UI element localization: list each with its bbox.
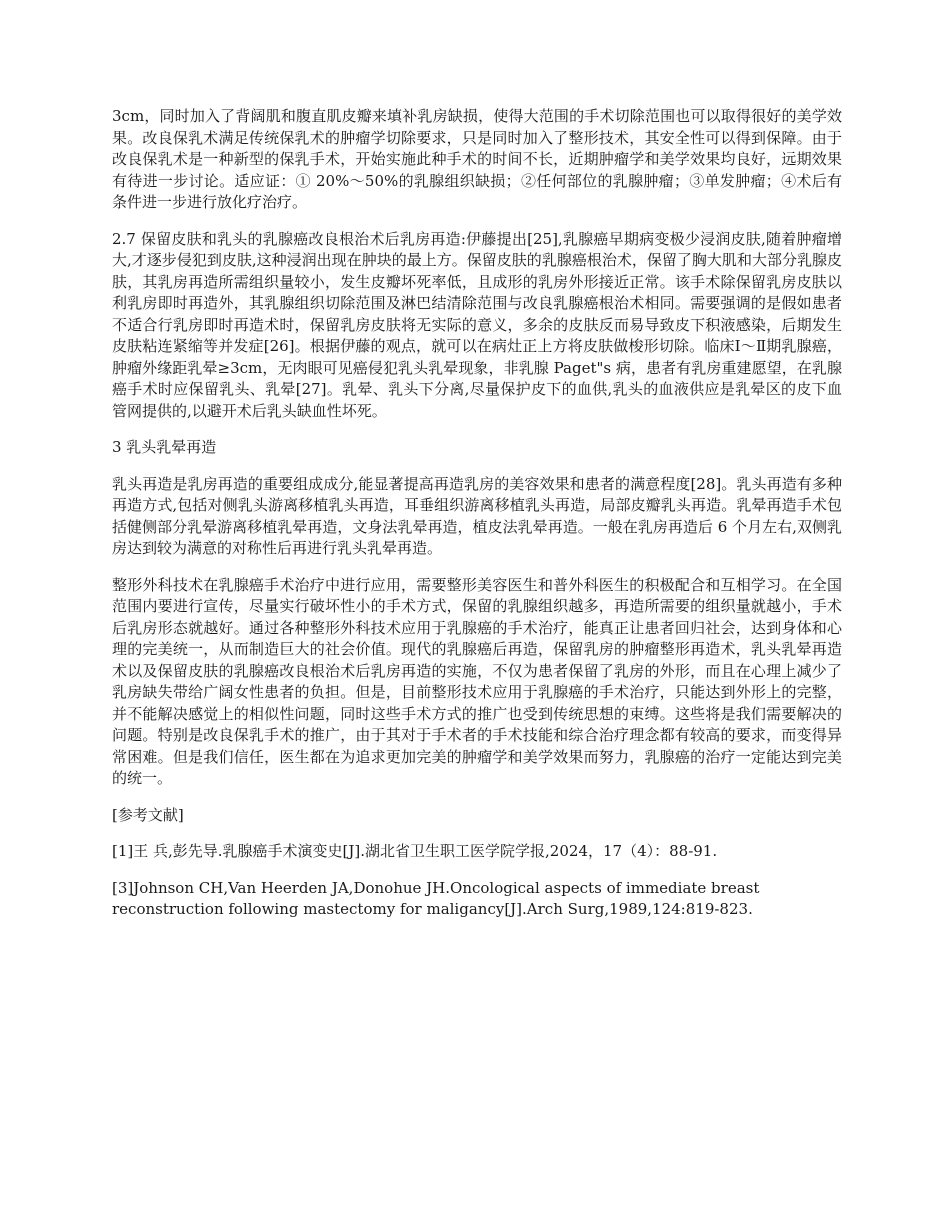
paragraph-nipple-reconstruction: 乳头再造是乳房再造的重要组成成分,能显著提高再造乳房的美容效果和患者的满意程度[28]。乳头再造有多种再造方式,包括对侧乳头游离移植乳头再造，耳垂组织游离移植乳头再造，局部皮瓣乳头再造。乳晕再造手术包括健侧部分乳晕游离移植乳晕再造，文身法乳晕再造，植皮法乳晕再造。一般在乳房再造后 6 个月左右,双侧乳房达到较为满意的对称性后再进行乳头乳晕再造。 <box>112 474 842 557</box>
paragraph-continuation: 3cm，同时加入了背阔肌和腹直肌皮瓣来填补乳房缺损，使得大范围的手术切除范围也可以取得很好的美学效果。改良保乳术满足传统保乳术的肿瘤学切除要求，只是同时加入了整形技术，其安全性可以得到保障。由于改良保乳术是一种新型的保乳手术，开始实施此种手术的时间不长，近期肿瘤学和美学效果均良好，远期效果有待进一步讨论。适应证：① 20%～50%的乳腺组织缺损；②任何部位的乳腺肿瘤；③单发肿瘤；④术后有条件进一步进行放化疗治疗。 <box>112 107 842 211</box>
section-heading-3: 3 乳头乳晕再造 <box>112 438 217 456</box>
reference-item-3: [3]Johnson CH,Van Heerden JA,Donohue JH.Oncological aspects of immediate breast reconstruction following mastectomy for maligancy[J].Arch Surg,1989,124:819-823. <box>112 878 760 918</box>
references-heading: [参考文献] <box>112 805 184 824</box>
paragraph-conclusion: 整形外科技术在乳腺癌手术治疗中进行应用，需要整形美容医生和普外科医生的积极配合和互相学习。在全国范围内要进行宣传，尽量实行破坏性小的手术方式，保留的乳腺组织越多，再造所需要的组织量就越小，手术后乳房形态就越好。通过各种整形外科技术应用于乳腺癌的手术治疗，能真正让患者回归社会，达到身体和心理的完美统一，从而制造巨大的社会价值。现代的乳腺癌后再造，保留乳房的肿瘤整形再造术，乳头乳晕再造术以及保留皮肤的乳腺癌改良根治术后乳房再造的实施，不仅为患者保留了乳房的外形，而且在心理上减少了乳房缺失带给广阔女性患者的负担。但是，目前整形技术应用于乳腺癌的手术治疗，只能达到外形上的完整，并不能解决感觉上的相似性问题，同时这些手术方式的推广也受到传统思想的束缚。这些将是我们需要解决的问题。特别是改良保乳手术的推广，由于其对于手术者的手术技能和综合治疗理念都有较高的要求，而变得异常困难。但是我们信任，医生都在为追求更加完美的肿瘤学和美学效果而努力，乳腺癌的治疗一定能达到完美的统一。 <box>112 575 842 787</box>
reference-item-1: [1]王 兵,彭先导.乳腺癌手术演变史[J].湖北省卫生职工医学院学报,2024，17（4）：88-91. <box>112 842 718 860</box>
paragraph-section-2-7: 2.7 保留皮肤和乳头的乳腺癌改良根治术后乳房再造:伊藤提出[25],乳腺癌早期病变极少浸润皮肤,随着肿瘤增大,才逐步侵犯到皮肤,这种浸润出现在肿块的最上方。保留皮肤的乳腺癌根治术，保留了胸大肌和大部分乳腺皮肤，其乳房再造所需组织量较小，发生皮瓣坏死率低，且成形的乳房外形接近正常。该手术除保留乳房皮肤以利乳房即时再造外，其乳腺组织切除范围及淋巴结清除范围与改良乳腺癌根治术相同。需要强调的是假如患者不适合行乳房即时再造术时，保留乳房皮肤将无实际的意义，多余的皮肤反而易导致皮下积液感染，后期发生皮肤粘连紧缩等并发症[26]。根据伊藤的观点，就可以在病灶正上方将皮肤做梭形切除。临床Ⅰ～Ⅱ期乳腺癌，肿瘤外缘距乳晕≥3cm，无肉眼可见癌侵犯乳头乳晕现象，非乳腺 Paget"s 病，患者有乳房重建愿望，在乳腺癌手术时应保留乳头、乳晕[27]。乳晕、乳头下分离,尽量保护皮下的血供,乳头的血液供应是乳晕区的皮下血管网提供的,以避开术后乳头缺血性坏死。 <box>112 229 842 420</box>
document-page <box>112 106 842 936</box>
